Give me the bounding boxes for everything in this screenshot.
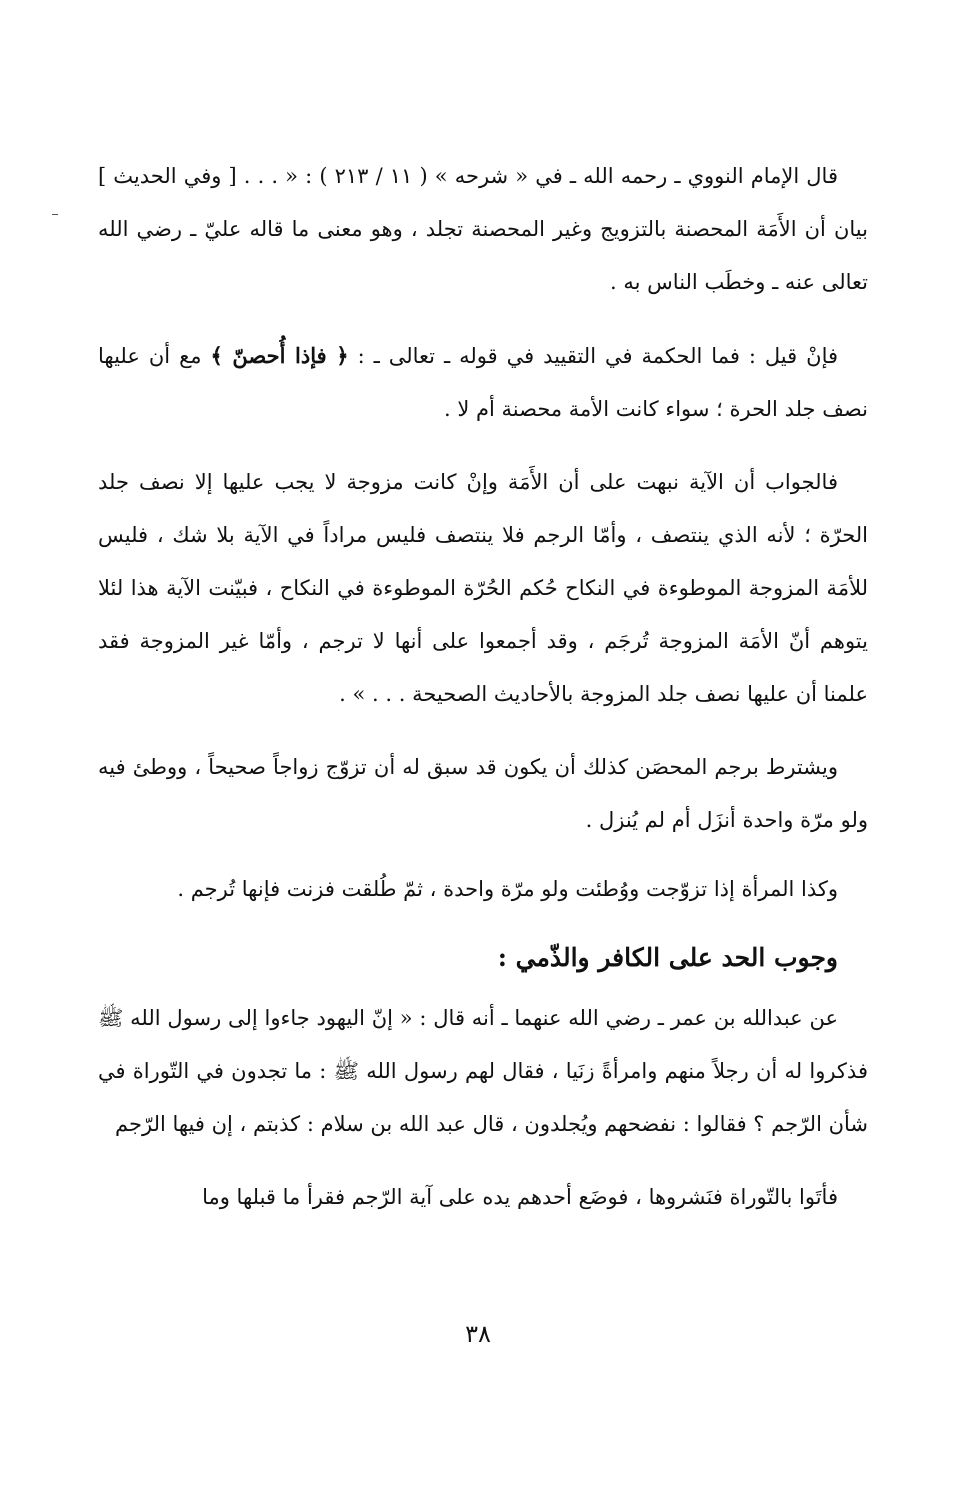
- page-number: ٣٨: [465, 1320, 491, 1348]
- quran-quote: ﴿ فإذا أُحصنّ ﴾: [210, 343, 349, 368]
- question-text-end: مع أن عليها نصف جلد الحرة ؛ سواء كانت الأمة محصنة أم لا .: [98, 344, 868, 421]
- paragraph-answer: فالجواب أن الآية نبهت على أن الأَمَة وإنْ كانت مزوجة لا يجب عليها إلا نصف جلد الحرّة ؛ لأنه الذي ينتصف ، وأمّا الرجم فلا ينتصف فليس مراداً في الآية بلا شك ، فليس للأمَة المزوجة الموطوءة في النكاح حُكم الحُرّة الموطوءة في النكاح ، فبيّنت الآية هذا لئلا يتوهم أنّ الأمَة المزوجة تُرجَم ، وقد أجمعوا على أنها لا ترجم ، وأمّا غير المزوجة فقد علمنا أن عليها نصف جلد المزوجة بالأحاديث الصحيحة . . . » .: [98, 470, 868, 706]
- paragraph-hadith: عن عبدالله بن عمر ـ رضي الله عنهما ـ أنه قال : « إنّ اليهود جاءوا إلى رسول الله ﷺ فذكروا له أن رجلاً منهم وامرأةً زنَيا ، فقال لهم رسول الله ﷺ : ما تجدون في التّوراة في شأن الرّجم ؟ فقالوا : نفضحهم ويُجلدون ، قال عبد الله بن سلام : كذبتم ، إن فيها الرّجم: [98, 1006, 868, 1136]
- question-text-start: فإنْ قيل : فما الحكمة في التقييد في قوله ـ تعالى ـ :: [348, 344, 839, 368]
- section-heading: وجوب الحد على الكافر والذّمي :: [497, 943, 838, 972]
- paragraph-nawawi-quote: قال الإمام النووي ـ رحمه الله ـ في « شرحه » ( ١١ / ٢١٣ ) : « . . . [ وفي الحديث ] بيان أن الأَمَة المحصنة بالتزويج وغير المحصنة تجلد ، وهو معنى ما قاله عليّ ـ رضي الله تعالى عنه ـ وخطَب الناس به .: [98, 164, 868, 294]
- paragraph-torah: فأتَوا بالتّوراة فنَشروها ، فوضَع أحدهم يده على آية الرّجم فقرأ ما قبلها وما: [202, 1185, 838, 1209]
- body-text: [98, 150, 868, 1244]
- paragraph-condition: ويشترط برجم المحصَن كذلك أن يكون قد سبق له أن تزوّج زواجاً صحيحاً ، ووطئ فيه ولو مرّة واحدة أنزَل أم لم يُنزل .: [98, 755, 868, 832]
- paragraph-woman: وكذا المرأة إذا تزوّجت ووُطئت ولو مرّة واحدة ، ثمّ طُلقت فزنت فإنها تُرجم .: [177, 877, 838, 901]
- margin-mark: [52, 214, 58, 215]
- paragraph-question: [98, 329, 868, 436]
